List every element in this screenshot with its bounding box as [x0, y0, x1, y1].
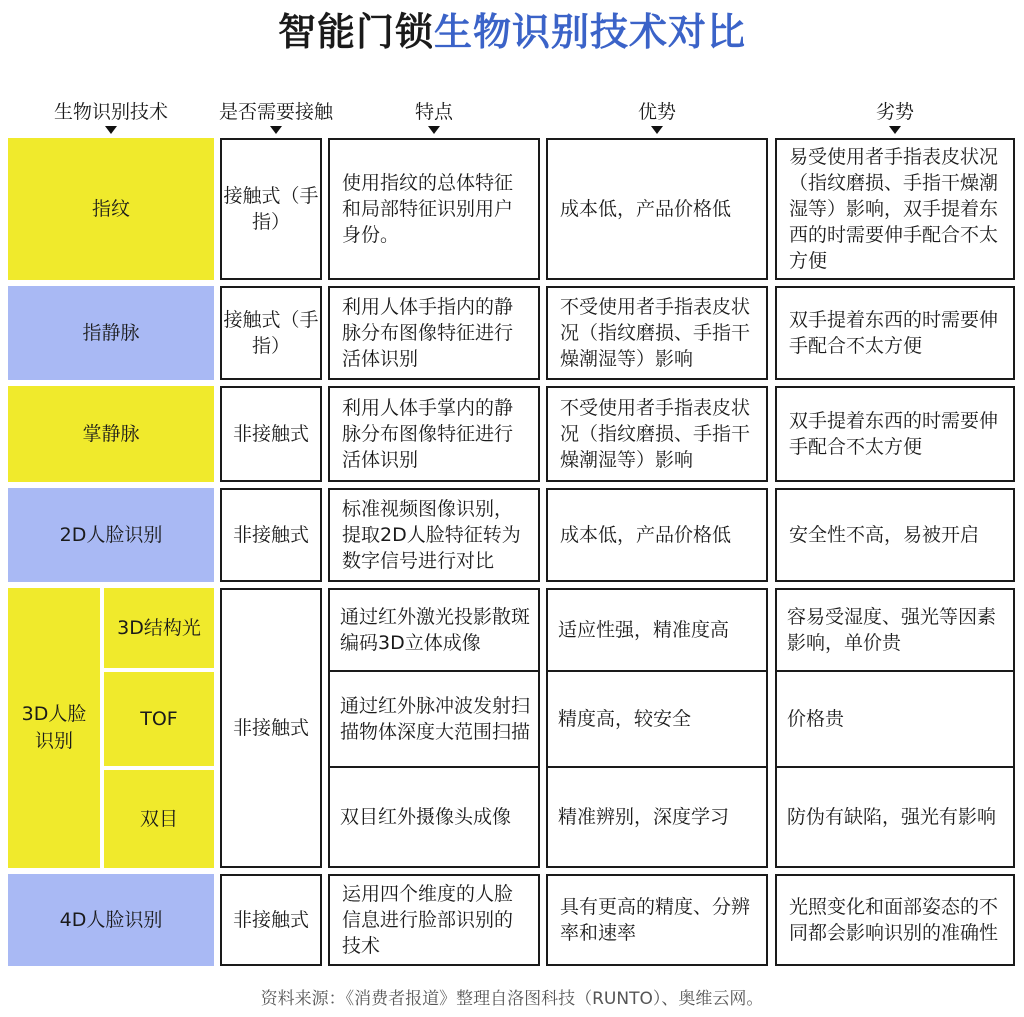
header-advantage: 优势 [546, 98, 768, 128]
row-finger-vein-disadvantage: 双手提着东西的时需要伸手配合不太方便 [775, 286, 1015, 380]
row-face4d-advantage: 具有更高的精度、分辨率和速率 [546, 874, 768, 966]
face3d-tof-advantage: 精度高，较安全 [558, 708, 692, 730]
row-fingerprint-name: 指纹 [8, 138, 214, 280]
row-fingerprint-contact: 接触式（手指） [220, 138, 322, 280]
header-disadvantage: 劣势 [775, 98, 1015, 128]
row-palm-vein-contact: 非接触式 [220, 386, 322, 482]
row-finger-vein-advantage: 不受使用者手指表皮状况（指纹磨损、手指干燥潮湿等）影响 [546, 286, 768, 380]
row-face4d-contact: 非接触式 [220, 874, 322, 966]
row-face2d-contact: 非接触式 [220, 488, 322, 582]
face3d-structured-light-advantage: 适应性强，精准度高 [558, 619, 730, 641]
row-fingerprint-advantage: 成本低，产品价格低 [546, 138, 768, 280]
title-part2: 生物识别技术对比 [434, 10, 747, 54]
face3d-tof-feature: 通过红外脉冲波发射扫描物体深度大范围扫描 [340, 695, 531, 743]
row-face3d-sub-structured-light: 3D结构光 [104, 588, 214, 668]
row-fingerprint-feature: 使用指纹的总体特征和局部特征识别用户身份。 [328, 138, 540, 280]
face3d-tof-disadvantage: 价格贵 [787, 708, 845, 730]
row-face4d-disadvantage: 光照变化和面部姿态的不同都会影响识别的准确性 [775, 874, 1015, 966]
face3d-structured-light-feature: 通过红外激光投影散斑编码3D立体成像 [340, 606, 531, 654]
row-finger-vein-contact: 接触式（手指） [220, 286, 322, 380]
row-face3d-sub-binocular: 双目 [104, 770, 214, 868]
row-palm-vein-feature: 利用人体手掌内的静脉分布图像特征进行活体识别 [328, 386, 540, 482]
row-fingerprint-disadvantage: 易受使用者手指表皮状况（指纹磨损、手指干燥潮湿等）影响，双手提着东西的时需要伸手配合不太方便 [775, 138, 1015, 280]
row-palm-vein-name: 掌静脉 [8, 386, 214, 482]
row-face2d-disadvantage: 安全性不高，易被开启 [775, 488, 1015, 582]
header-feature: 特点 [328, 98, 540, 128]
row-face2d-feature: 标准视频图像识别，提取2D人脸特征转为数字信号进行对比 [328, 488, 540, 582]
face3d-binocular-feature: 双目红外摄像头成像 [340, 806, 512, 828]
row-face3d-contact: 非接触式 [220, 588, 322, 868]
face3d-binocular-advantage: 精准辨别，深度学习 [558, 806, 730, 828]
face3d-binocular-disadvantage: 防伪有缺陷，强光有影响 [787, 806, 997, 828]
row-face3d-name: 3D人脸识别 [8, 588, 100, 868]
row-face3d-sub-tof: TOF [104, 672, 214, 766]
row-palm-vein-disadvantage: 双手提着东西的时需要伸手配合不太方便 [775, 386, 1015, 482]
title-part1: 智能门锁 [277, 10, 434, 54]
row-face4d-name: 4D人脸识别 [8, 874, 214, 966]
header-contact: 是否需要接触 [214, 98, 338, 128]
row-face2d-advantage: 成本低，产品价格低 [546, 488, 768, 582]
source-note: 资料来源：《消费者报道》整理自洛图科技（RUNTO）、奥维云网。 [260, 989, 764, 1009]
header-tech: 生物识别技术 [8, 98, 214, 128]
row-palm-vein-advantage: 不受使用者手指表皮状况（指纹磨损、手指干燥潮湿等）影响 [546, 386, 768, 482]
page-title [0, 4, 1024, 60]
row-face2d-name: 2D人脸识别 [8, 488, 214, 582]
row-finger-vein-name: 指静脉 [8, 286, 214, 380]
row-finger-vein-feature: 利用人体手指内的静脉分布图像特征进行活体识别 [328, 286, 540, 380]
face3d-structured-light-disadvantage: 容易受湿度、强光等因素影响，单价贵 [787, 606, 997, 654]
row-face4d-feature: 运用四个维度的人脸信息进行脸部识别的技术 [328, 874, 540, 966]
